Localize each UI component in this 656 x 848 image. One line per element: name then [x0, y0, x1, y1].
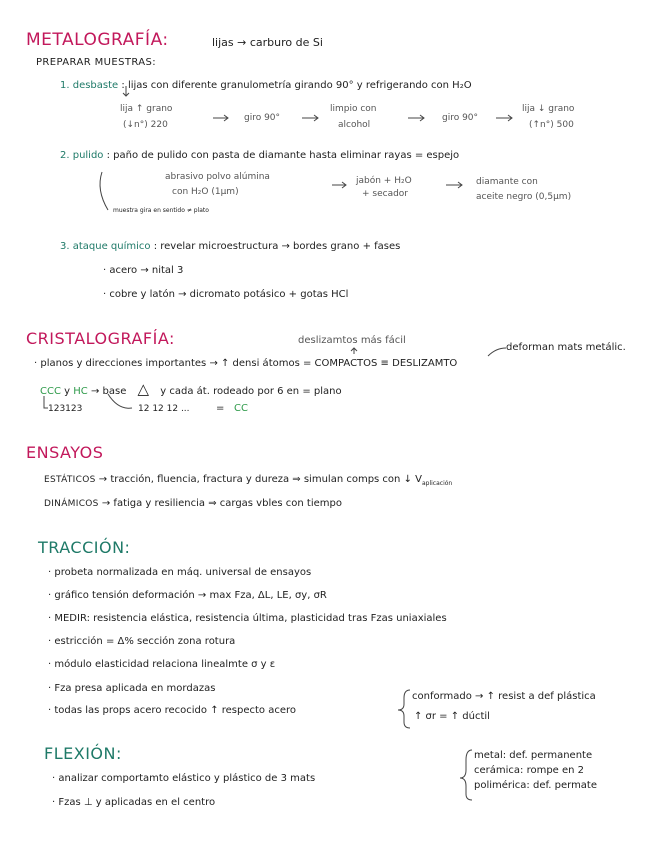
triangle-symbol: △	[137, 380, 150, 398]
traccion-item: · Fza presa aplicada en mordazas	[48, 683, 216, 694]
polimerica-note: polimérica: def. permate	[474, 780, 598, 791]
base-text: → base	[90, 386, 127, 397]
equals-sign: =	[216, 403, 225, 414]
estaticos-label: ESTÁTICOS	[44, 475, 96, 485]
arrow-icon	[351, 348, 357, 354]
brace-icon	[460, 750, 472, 800]
diamante-line2: aceite negro (0,5μm)	[476, 192, 572, 202]
abrasivo-line1: abrasivo polvo alúmina	[165, 172, 270, 182]
flexion-item: · Fzas ⊥ y aplicadas en el centro	[52, 797, 216, 808]
flexion-item: · analizar comportamto elástico y plástico de 3 mats	[52, 773, 316, 784]
traccion-item: · estricción = Δ% sección zona rotura	[48, 636, 236, 647]
lija-n-500: (↑n°) 500	[529, 120, 574, 130]
stacking-hc: 12 12 12 ...	[138, 404, 190, 414]
arrow-icon	[488, 348, 506, 356]
bracket-stroke	[44, 396, 48, 408]
ensayos-title: ENSAYOS	[26, 443, 104, 462]
jabon-line2: + secador	[362, 189, 409, 199]
abrasivo-line2: con H₂O (1μm)	[172, 187, 239, 197]
cobre-laton: · cobre y latón → dicromato potásico + gotas HCl	[103, 289, 349, 300]
curve-stroke	[108, 394, 132, 408]
traccion-item: · todas las props acero recocido ↑ respecto acero	[48, 705, 297, 716]
ccc-label: CCC	[40, 386, 61, 397]
limpio-line2: alcohol	[338, 120, 371, 130]
cc-label: CC	[234, 403, 248, 414]
ceramica-note: cerámica: rompe en 2	[474, 765, 585, 776]
y-connector: y	[64, 386, 71, 397]
arrow-icon	[213, 115, 228, 121]
arrow-icon	[302, 115, 318, 121]
aplicacion-subscript: aplicación	[421, 480, 453, 487]
lija-grano-up: lija ↑ grano	[120, 104, 173, 114]
brace-icon	[398, 690, 410, 728]
acero-nital: · acero → nital 3	[103, 265, 184, 276]
traccion-item: · probeta normalizada en máq. universal de ensayos	[48, 567, 312, 578]
deforman-note: deforman mats metálic.	[506, 342, 626, 353]
dinamicos-text: → fatiga y resiliencia ⇒ cargas vbles con tiempo	[101, 498, 342, 509]
diamante-line1: diamante con	[476, 177, 538, 187]
arrow-icon	[496, 115, 512, 121]
estaticos-text: → tracción, fluencia, fractura y dureza ⇒ simulan comps con ↓ V	[98, 474, 422, 485]
preparar-muestras-heading: PREPARAR MUESTRAS:	[36, 57, 157, 68]
ataque-label: 3. ataque químico	[60, 241, 151, 252]
traccion-title: TRACCIÓN:	[38, 538, 131, 557]
desbaste-text: : lijas con diferente granulometría girando 90° y refrigerando con H₂O	[121, 80, 472, 91]
dinamicos-label: DINÁMICOS	[44, 499, 99, 509]
desbaste-label: 1. desbaste	[60, 80, 119, 91]
giro-90-second: giro 90°	[442, 113, 479, 123]
metal-note: metal: def. permanente	[474, 750, 593, 761]
pulido-label: 2. pulido	[60, 150, 104, 161]
traccion-item: · gráfico tensión deformación → max Fza, ΔL, LE, σy, σR	[48, 590, 327, 601]
cada-text: y cada át. rodeado por 6 en = plano	[160, 386, 342, 397]
pulido-text: : paño de pulido con pasta de diamante hasta eliminar rayas = espejo	[106, 150, 460, 161]
traccion-item: · módulo elasticidad relaciona linealmte σ y ε	[48, 659, 276, 670]
conformado-note: conformado → ↑ resist a def plástica	[412, 691, 596, 702]
stacking-ccc: 123123	[48, 404, 83, 414]
muestra-gira-note: muestra gira en sentido ≠ plato	[113, 207, 209, 214]
traccion-item: · MEDIR: resistencia elástica, resistencia última, plasticidad tras Fzas uniaxiales	[48, 613, 447, 624]
sigma-ductil-note: ↑ σr = ↑ dúctil	[414, 711, 490, 722]
lija-grano-down: lija ↓ grano	[522, 104, 575, 114]
metalografia-title: METALOGRAFÍA:	[26, 30, 169, 50]
curve-stroke	[100, 172, 108, 210]
arrow-icon	[408, 115, 424, 121]
hc-label: HC	[73, 386, 88, 397]
arrow-icon	[332, 182, 346, 188]
arrow-icon	[123, 86, 129, 96]
ataque-text: : revelar microestructura → bordes grano + fases	[153, 241, 401, 252]
limpio-line1: limpio con	[330, 104, 377, 114]
deslizamtos-note: deslizamtos más fácil	[298, 335, 406, 346]
giro-90-first: giro 90°	[244, 113, 281, 123]
cristalografia-title: CRISTALOGRAFÍA:	[26, 329, 175, 348]
lija-n-220: (↓n°) 220	[123, 120, 168, 130]
arrow-icon	[446, 182, 462, 188]
lijas-note: lijas → carburo de Si	[212, 36, 323, 49]
flexion-title: FLEXIÓN:	[44, 744, 122, 763]
jabon-line1: jabón + H₂O	[356, 176, 412, 186]
planos-line: · planos y direcciones importantes → ↑ densi átomos = COMPACTOS ≡ DESLIZAMTO	[34, 358, 458, 369]
